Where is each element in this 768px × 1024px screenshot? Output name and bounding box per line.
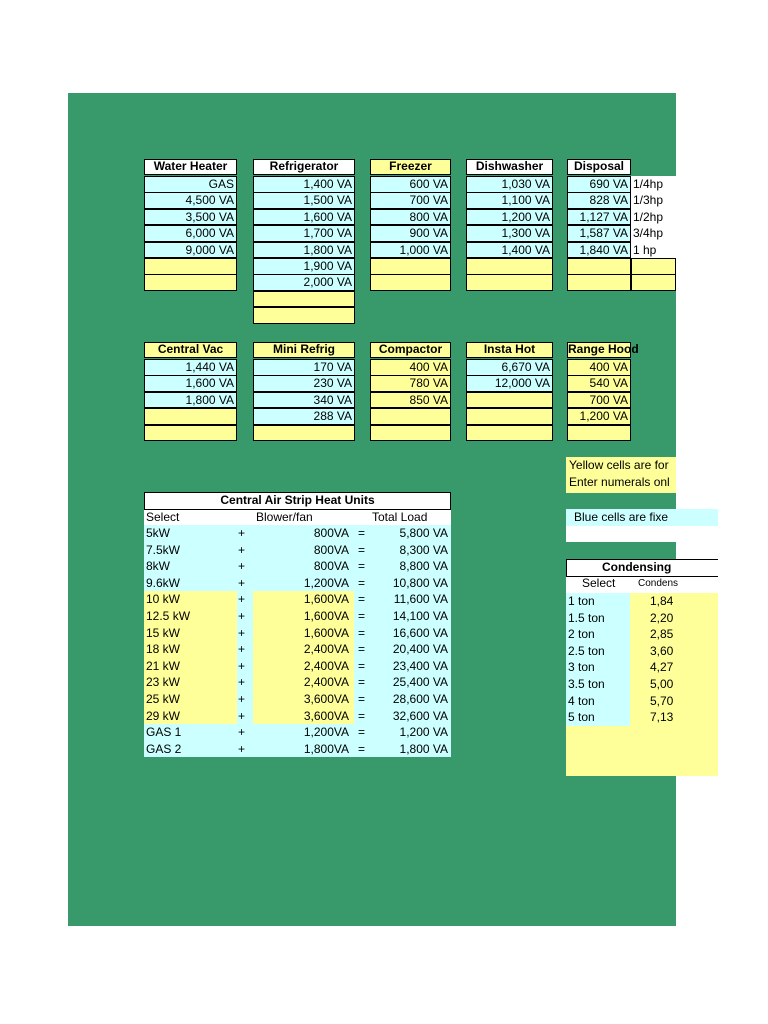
plus-sign: + bbox=[238, 542, 246, 557]
strip-select-value[interactable]: 7.5kW bbox=[146, 542, 181, 557]
total-load-value: 1,200 VA bbox=[399, 725, 448, 740]
condensing-select-value[interactable]: 2 ton bbox=[568, 627, 595, 642]
equals-sign: = bbox=[358, 575, 366, 590]
mini-refrig-value[interactable]: 288 VA bbox=[253, 408, 355, 425]
disposal-value[interactable]: 1,127 VA bbox=[567, 209, 631, 226]
refrigerator-value[interactable]: 1,700 VA bbox=[253, 225, 355, 242]
condensing-value: 7,13 bbox=[650, 710, 674, 725]
freezer-value[interactable]: 1,000 VA bbox=[370, 242, 451, 259]
insta-hot-value[interactable]: 6,670 VA bbox=[466, 359, 553, 376]
blower-value: 800VA bbox=[313, 542, 349, 557]
mini-refrig-blank-cell[interactable] bbox=[253, 425, 355, 442]
equals-sign: = bbox=[358, 708, 366, 723]
table-row bbox=[144, 708, 451, 725]
blower-value: 2,400VA bbox=[303, 675, 349, 690]
table-row bbox=[144, 591, 451, 608]
water-heater-value[interactable]: 6,000 VA bbox=[144, 225, 237, 242]
equals-sign: = bbox=[358, 559, 366, 574]
strip-select-value[interactable]: 23 kW bbox=[146, 675, 181, 690]
range-hood-blank-cell[interactable] bbox=[567, 425, 631, 442]
total-load-value: 20,400 VA bbox=[392, 642, 448, 657]
condensing-select-value[interactable]: 4 ton bbox=[568, 693, 595, 708]
refrigerator-value[interactable]: 1,400 VA bbox=[253, 176, 355, 193]
range-hood-value[interactable]: 400 VA bbox=[567, 359, 631, 376]
freezer-value[interactable]: 900 VA bbox=[370, 225, 451, 242]
blower-value: 800VA bbox=[313, 526, 349, 540]
refrigerator-value[interactable]: 1,600 VA bbox=[253, 209, 355, 226]
water-heater-value[interactable]: 9,000 VA bbox=[144, 242, 237, 259]
strip-heat-col-select: Select bbox=[146, 510, 180, 524]
strip-select-value[interactable]: 12.5 kW bbox=[146, 609, 191, 623]
plus-sign: + bbox=[238, 609, 246, 623]
strip-select-value[interactable]: 18 kW bbox=[146, 642, 181, 657]
equals-sign: = bbox=[358, 642, 366, 657]
disposal-value[interactable]: 828 VA bbox=[567, 192, 631, 209]
disposal-value[interactable]: 1,840 VA bbox=[567, 242, 631, 259]
disposal-hp-label: 1/4hp bbox=[631, 176, 676, 193]
table-row bbox=[144, 724, 451, 741]
strip-select-value[interactable]: 8kW bbox=[146, 559, 170, 574]
total-load-value: 28,600 VA bbox=[392, 692, 448, 706]
central-vac-value[interactable]: 1,440 VA bbox=[144, 359, 237, 376]
equals-sign: = bbox=[358, 625, 366, 640]
total-load-value: 25,400 VA bbox=[392, 675, 448, 690]
plus-sign: + bbox=[238, 559, 246, 574]
insta-hot-value[interactable]: 12,000 VA bbox=[466, 375, 553, 392]
table-row bbox=[566, 643, 718, 660]
total-load-value: 14,100 VA bbox=[392, 609, 448, 623]
strip-select-value[interactable]: 5kW bbox=[146, 526, 170, 540]
dishwasher-header: Dishwasher bbox=[466, 159, 553, 175]
refrigerator-value[interactable]: 1,900 VA bbox=[253, 258, 355, 275]
water-heater-value[interactable]: GAS bbox=[144, 176, 237, 193]
refrigerator-value[interactable]: 2,000 VA bbox=[253, 274, 355, 291]
plus-sign: + bbox=[238, 725, 246, 740]
total-load-value: 11,600 VA bbox=[393, 592, 448, 607]
condensing-value: 2,85 bbox=[650, 627, 674, 642]
strip-select-value[interactable]: 9.6kW bbox=[146, 575, 181, 590]
strip-select-value[interactable]: GAS 1 bbox=[146, 725, 182, 740]
condensing-col-condens: Condens bbox=[638, 578, 679, 589]
plus-sign: + bbox=[238, 658, 246, 673]
equals-sign: = bbox=[358, 658, 366, 673]
total-load-value: 23,400 VA bbox=[392, 658, 448, 673]
equals-sign: = bbox=[358, 741, 366, 756]
range-hood-value[interactable]: 540 VA bbox=[567, 375, 631, 392]
compactor-value[interactable]: 780 VA bbox=[370, 375, 451, 392]
plus-sign: + bbox=[238, 741, 246, 756]
blower-value: 1,600VA bbox=[303, 592, 349, 607]
strip-select-value[interactable]: 21 kW bbox=[146, 658, 181, 673]
strip-select-value[interactable]: 15 kW bbox=[146, 625, 181, 640]
condensing-value: 4,27 bbox=[650, 660, 674, 675]
disposal-hp-label: 1 hp bbox=[631, 242, 676, 259]
strip-select-value[interactable]: 10 kW bbox=[146, 592, 181, 607]
total-load-value: 32,600 VA bbox=[392, 708, 448, 723]
strip-heat-col-blower: Blower/fan bbox=[256, 510, 313, 524]
insta-hot-header: Insta Hot bbox=[466, 342, 553, 358]
plus-sign: + bbox=[238, 675, 246, 690]
disposal-header: Disposal bbox=[567, 159, 631, 175]
dishwasher-value[interactable]: 1,200 VA bbox=[466, 209, 553, 226]
table-row bbox=[566, 610, 718, 627]
table-row bbox=[144, 625, 451, 642]
table-row bbox=[144, 674, 451, 691]
dishwasher-value[interactable]: 1,100 VA bbox=[466, 192, 553, 209]
disposal-hp-label: 3/4hp bbox=[631, 225, 676, 242]
dishwasher-value[interactable]: 1,400 VA bbox=[466, 242, 553, 259]
strip-heat-col-total: Total Load bbox=[372, 510, 428, 524]
blower-value: 1,600VA bbox=[303, 625, 349, 640]
water-heater-value[interactable]: 4,500 VA bbox=[144, 192, 237, 209]
condensing-select-value[interactable]: 5 ton bbox=[568, 710, 595, 725]
insta-hot-blank-cell[interactable] bbox=[466, 392, 553, 409]
strip-select-value[interactable]: 29 kW bbox=[146, 708, 181, 723]
freezer-value[interactable]: 600 VA bbox=[370, 176, 451, 193]
strip-heat-table bbox=[144, 492, 451, 759]
dishwasher-value[interactable]: 1,030 VA bbox=[466, 176, 553, 193]
total-load-value: 16,600 VA bbox=[392, 625, 448, 640]
disposal-hp-label: 1/2hp bbox=[631, 209, 676, 226]
central-vac-value[interactable]: 1,600 VA bbox=[144, 375, 237, 392]
compactor-blank-cell[interactable] bbox=[370, 408, 451, 425]
equals-sign: = bbox=[358, 592, 366, 607]
range-hood-value[interactable]: 1,200 VA bbox=[567, 408, 631, 425]
plus-sign: + bbox=[238, 692, 246, 706]
table-row bbox=[144, 691, 451, 708]
table-row bbox=[144, 525, 451, 542]
blower-value: 1,800VA bbox=[303, 741, 349, 756]
table-row bbox=[144, 575, 451, 592]
insta-hot-blank-cell[interactable] bbox=[466, 408, 553, 425]
table-row bbox=[144, 641, 451, 658]
condensing-value: 3,60 bbox=[650, 643, 674, 658]
plus-sign: + bbox=[238, 708, 246, 723]
table-row bbox=[566, 659, 718, 676]
table-row bbox=[566, 626, 718, 643]
mini-refrig-value[interactable]: 230 VA bbox=[253, 375, 355, 392]
freezer-header: Freezer bbox=[370, 159, 451, 175]
range-hood-value[interactable]: 700 VA bbox=[567, 392, 631, 409]
blower-value: 2,400VA bbox=[303, 642, 349, 657]
compactor-value[interactable]: 400 VA bbox=[370, 359, 451, 376]
insta-hot-blank-cell[interactable] bbox=[466, 425, 553, 442]
equals-sign: = bbox=[358, 542, 366, 557]
central-vac-header: Central Vac bbox=[144, 342, 237, 358]
total-load-value: 10,800 VA bbox=[392, 575, 448, 590]
disposal-value[interactable]: 1,587 VA bbox=[567, 225, 631, 242]
equals-sign: = bbox=[358, 526, 366, 540]
condensing-title: Condensing bbox=[602, 560, 672, 574]
total-load-value: 8,800 VA bbox=[399, 559, 448, 574]
compactor-header: Compactor bbox=[370, 342, 451, 358]
freezer-value[interactable]: 800 VA bbox=[370, 209, 451, 226]
mini-refrig-value[interactable]: 340 VA bbox=[253, 392, 355, 409]
equals-sign: = bbox=[358, 725, 366, 740]
table-row bbox=[144, 741, 451, 758]
plus-sign: + bbox=[238, 526, 246, 540]
disposal-hp-label: 1/3hp bbox=[631, 192, 676, 209]
yellow-note-line2: Enter numerals onl bbox=[569, 475, 670, 489]
plus-sign: + bbox=[238, 642, 246, 657]
table-row bbox=[566, 709, 718, 726]
refrigerator-value[interactable]: 1,800 VA bbox=[253, 242, 355, 259]
condensing-select-value[interactable]: 1.5 ton bbox=[568, 610, 605, 625]
refrigerator-value[interactable]: 1,500 VA bbox=[253, 192, 355, 209]
blower-value: 1,200VA bbox=[303, 575, 349, 590]
table-row bbox=[566, 693, 718, 710]
water-heater-header: Water Heater bbox=[144, 159, 237, 175]
strip-select-value[interactable]: GAS 2 bbox=[146, 741, 182, 756]
plus-sign: + bbox=[238, 575, 246, 590]
blower-value: 2,400VA bbox=[303, 658, 349, 673]
plus-sign: + bbox=[238, 592, 246, 607]
equals-sign: = bbox=[358, 692, 366, 706]
table-row bbox=[144, 608, 451, 625]
mini-refrig-value[interactable]: 170 VA bbox=[253, 359, 355, 376]
disposal-value[interactable]: 690 VA bbox=[567, 176, 631, 193]
freezer-value[interactable]: 700 VA bbox=[370, 192, 451, 209]
refrigerator-header: Refrigerator bbox=[253, 159, 355, 175]
table-row bbox=[566, 676, 718, 693]
compactor-blank-cell[interactable] bbox=[370, 425, 451, 442]
range-hood-header: Range Hood bbox=[568, 342, 639, 356]
water-heater-value[interactable]: 3,500 VA bbox=[144, 209, 237, 226]
strip-select-value[interactable]: 25 kW bbox=[146, 692, 181, 706]
condensing-select-value[interactable]: 3.5 ton bbox=[568, 677, 605, 691]
blower-value: 3,600VA bbox=[303, 692, 349, 706]
table-row bbox=[144, 542, 451, 559]
dishwasher-value[interactable]: 1,300 VA bbox=[466, 225, 553, 242]
mini-refrig-header: Mini Refrig bbox=[253, 342, 355, 358]
blower-value: 1,200VA bbox=[303, 725, 349, 740]
condensing-select-value[interactable]: 3 ton bbox=[568, 660, 595, 675]
total-load-value: 8,300 VA bbox=[399, 542, 448, 557]
condensing-value: 1,84 bbox=[650, 594, 674, 608]
central-vac-blank-cell[interactable] bbox=[144, 408, 237, 425]
yellow-note-line1: Yellow cells are for bbox=[569, 458, 669, 472]
blue-note-line: Blue cells are fixe bbox=[574, 510, 669, 524]
condensing-value: 5,70 bbox=[650, 693, 674, 708]
equals-sign: = bbox=[358, 609, 366, 623]
total-load-value: 5,800 VA bbox=[399, 526, 448, 540]
condensing-select-value[interactable]: 2.5 ton bbox=[568, 643, 605, 658]
blower-value: 800VA bbox=[313, 559, 349, 574]
condensing-select-value[interactable]: 1 ton bbox=[568, 594, 595, 608]
blower-value: 3,600VA bbox=[303, 708, 349, 723]
strip-heat-title: Central Air Strip Heat Units bbox=[144, 492, 451, 510]
table-row bbox=[144, 658, 451, 675]
plus-sign: + bbox=[238, 625, 246, 640]
condensing-col-select: Select bbox=[582, 576, 616, 590]
condensing-value: 2,20 bbox=[650, 610, 674, 625]
table-row bbox=[144, 558, 451, 575]
condensing-value: 5,00 bbox=[650, 677, 674, 691]
blower-value: 1,600VA bbox=[303, 609, 349, 623]
condensing-table bbox=[566, 559, 718, 776]
central-vac-value[interactable]: 1,800 VA bbox=[144, 392, 237, 409]
compactor-value[interactable]: 850 VA bbox=[370, 392, 451, 409]
central-vac-blank-cell[interactable] bbox=[144, 425, 237, 442]
total-load-value: 1,800 VA bbox=[399, 741, 448, 756]
equals-sign: = bbox=[358, 675, 366, 690]
table-row bbox=[566, 593, 718, 610]
